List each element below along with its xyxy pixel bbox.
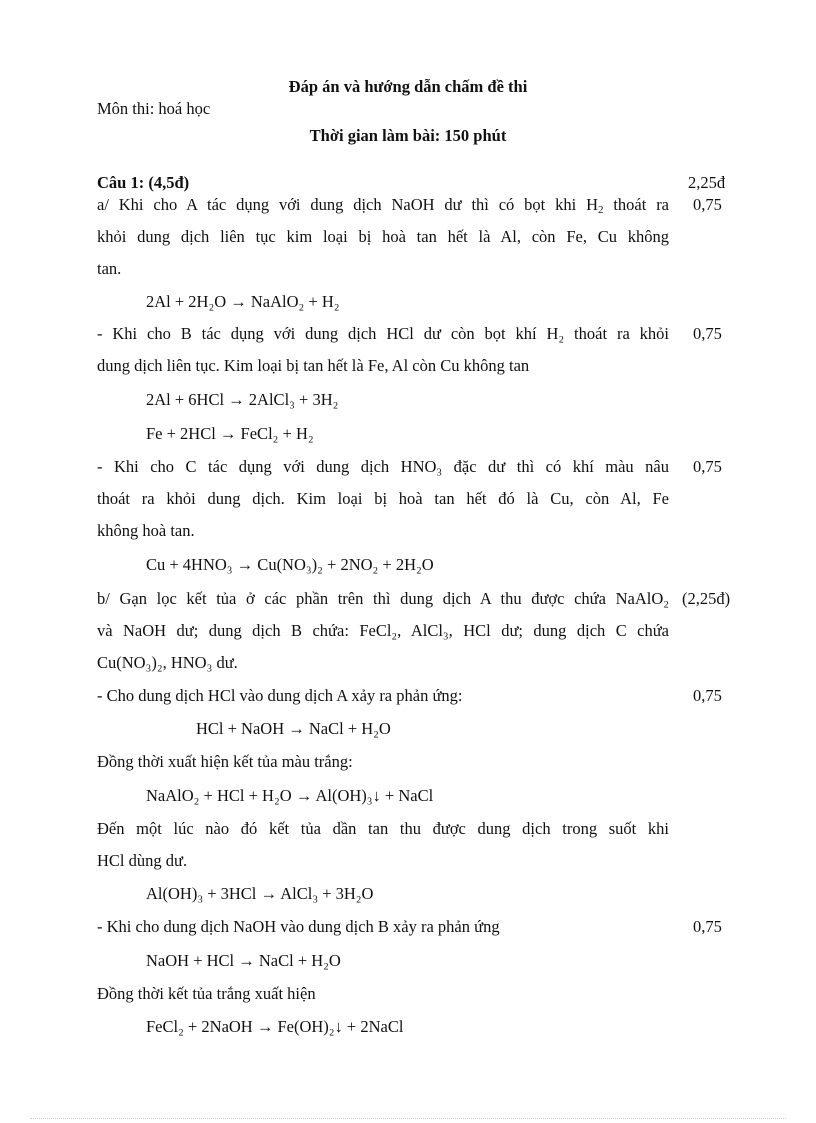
part-a-tail: thoát ra [613, 195, 670, 214]
page-bottom-divider [30, 1118, 786, 1119]
part-d-score: 0,75 [693, 686, 722, 705]
equation-8: NaOH + HCl → NaCl + H₂O [146, 951, 341, 970]
equation-6: NaAlO₂ + HCl + H₂O → Al(OH)₃↓ + NaCl [146, 786, 434, 805]
part-c-line-3: không hoà tan. [97, 521, 195, 540]
part-a-text: a/ Khi cho A tác dụng với dung dịch NaOH dư thì có bọt khi [97, 195, 577, 214]
part-b1-line-2: dung dịch liên tục. Kim loại bị tan hết là Fe, Al còn Cu không tan [97, 356, 530, 375]
part-g-score: 0,75 [693, 917, 722, 936]
time-line: Thời gian làm bài: 150 phút [309, 126, 507, 145]
equation-1: 2Al + 2H₂O → NaAlO₂ + H₂ [146, 292, 340, 311]
h2-symbol: H [586, 195, 598, 214]
part-h-line-1: Đồng thời kết tủa trắng xuất hiện [97, 984, 316, 1003]
equation-7: Al(OH)₃ + 3HCl → AlCl₃ + 3H₂O [146, 884, 374, 903]
equation-3: Fe + 2HCl → FeCl₂ + H₂ [146, 424, 314, 443]
part-e-line-1: Đồng thời xuất hiện kết tủa màu trắng: [97, 752, 353, 771]
part-g-line-1: - Khi cho dung dịch NaOH vào dung dịch B xảy ra phản ứng [97, 917, 500, 936]
part-f-line-2: HCl dùng dư. [97, 851, 188, 870]
part-bb-line-3: Cu(NO₃)₂, HNO₃ dư. [97, 653, 238, 672]
document-title: Đáp án và hướng dẫn chấm đề thi [288, 77, 528, 96]
part-d-line-1: - Cho dung dịch HCl vào dung dịch A xảy ra phản ứng: [97, 686, 463, 705]
part-f-line-1: Đến một lúc nào đó kết tủa dần tan thu được dung dịch trong suốt khi [97, 819, 669, 838]
score-total: 2,25đ [688, 173, 726, 192]
part-bb-line-2: và NaOH dư; dung dịch B chứa: FeCl₂, AlCl₃, HCl dư; dung dịch C chứa [97, 621, 669, 640]
part-a-line-2: khỏi dung dịch liên tục kim loại bị hoà tan hết là Al, còn Fe, Cu không [97, 227, 669, 246]
part-a-line-3: tan. [97, 259, 122, 278]
part-a-line-1 [97, 194, 669, 216]
equation-9: FeCl₂ + 2NaOH → Fe(OH)₂↓ + 2NaCl [146, 1017, 404, 1036]
subject-line: Môn thi: hoá học [97, 99, 211, 118]
question-heading: Câu 1: (4,5đ) [97, 173, 190, 192]
equation-4: Cu + 4HNO₃ → Cu(NO₃)₂ + 2NO₂ + 2H₂O [146, 555, 434, 574]
part-c-line-1: - Khi cho C tác dụng với dung dịch HNO₃ đặc dư thì có khí màu nâu [97, 457, 669, 476]
part-bb-score: (2,25đ) [682, 589, 731, 608]
part-c-line-2: thoát ra khỏi dung dịch. Kim loại bị hoà tan hết đó là Cu, còn Al, Fe [97, 489, 669, 508]
equation-2: 2Al + 6HCl → 2AlCl₃ + 3H₂ [146, 390, 339, 409]
part-c-score: 0,75 [693, 457, 722, 476]
part-a-score: 0,75 [693, 195, 722, 214]
equation-5: HCl + NaOH → NaCl + H₂O [196, 719, 391, 738]
part-bb-line-1: b/ Gạn lọc kết tủa ở các phần trên thì dung dịch A thu được chứa NaAlO₂ [97, 589, 669, 608]
part-b1-score: 0,75 [693, 324, 722, 343]
h2-subscript: 2 [597, 204, 604, 216]
part-b1-line-1: - Khi cho B tác dụng với dung dịch HCl dư còn bọt khí H₂ thoát ra khỏi [97, 324, 669, 343]
